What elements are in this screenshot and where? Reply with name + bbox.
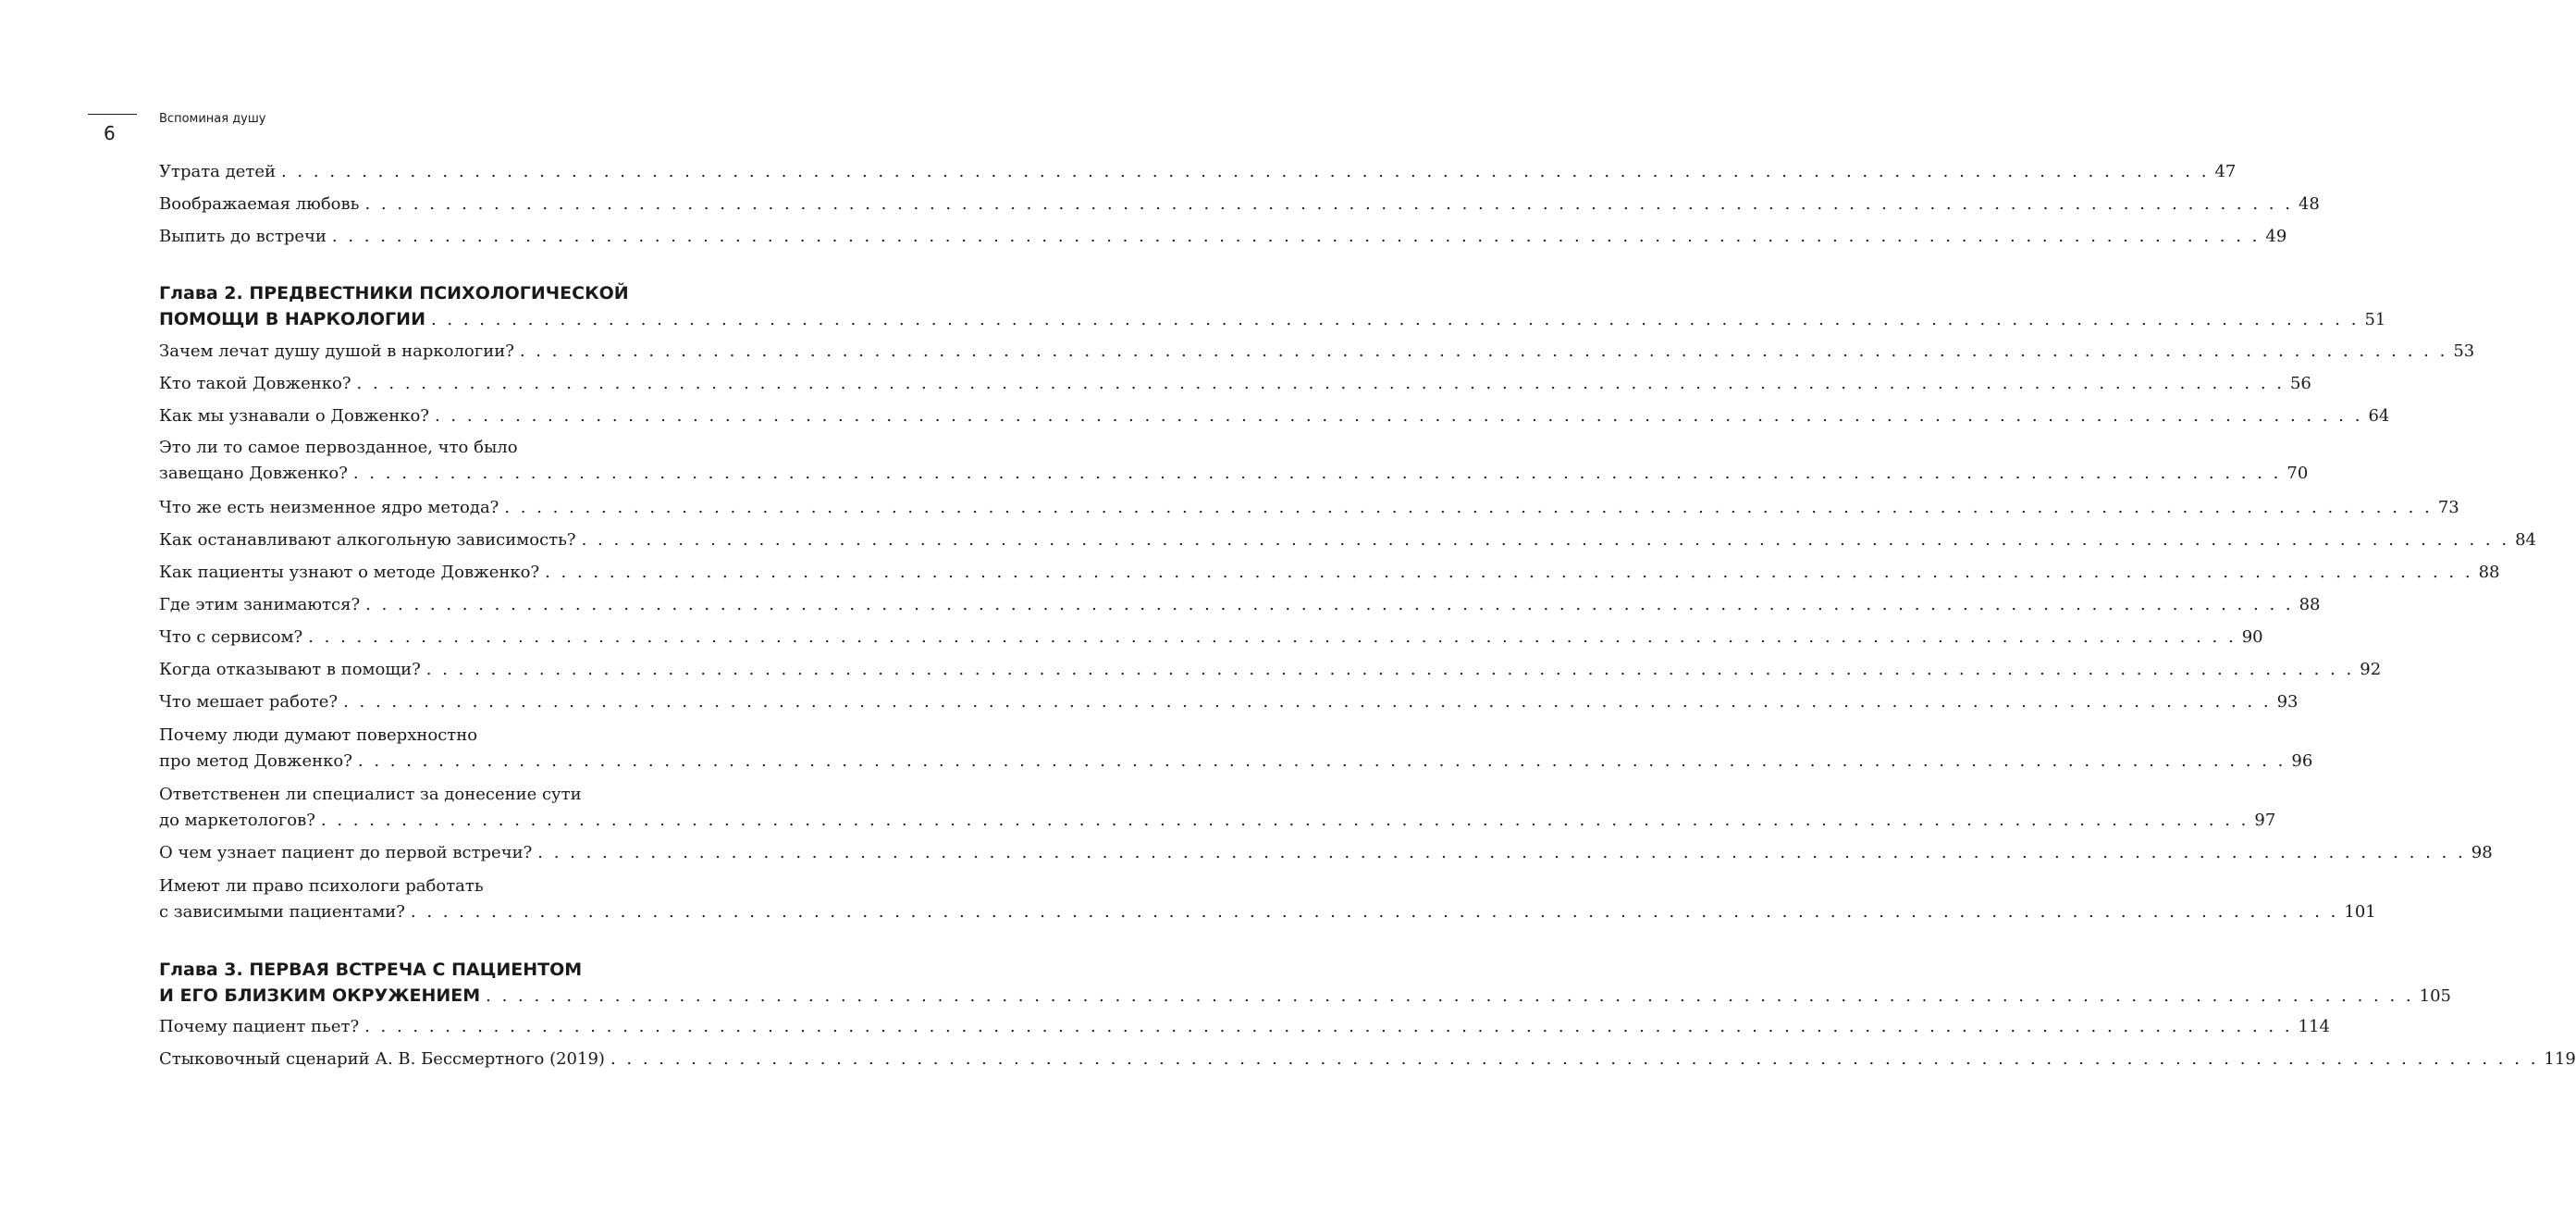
toc-entry-line: Где этим занимаются?: [159, 595, 361, 614]
toc-entry-line: Как останавливают алкогольную зависимость?: [159, 530, 576, 550]
toc-entry-line: ПОМОЩИ В НАРКОЛОГИИ: [159, 309, 425, 329]
toc-entry-line: Как мы узнавали о Довженко?: [159, 406, 429, 426]
dot-leader: . . . . . . . . . . . . . . . . . . . . . . . . . . . . . . . . . . . . . . . . . . . . . . . . . . . . . . . . . . . . . . . . . . . . . . . . . . . . . . . . . . . . . . . . . . . . . . . . . . . . . . . . . . . . . . . . . . . . . . . .: [364, 194, 2293, 214]
toc-entry: [159, 782, 2276, 834]
toc-entry-line: Что мешает работе?: [159, 692, 339, 712]
toc-entry-line: Это ли то самое первозданное, что было: [159, 438, 518, 457]
toc-page-number: 53: [2453, 341, 2475, 361]
toc-page-number: 73: [2437, 498, 2459, 517]
toc-entry-line: Как пациенты узнают о методе Довженко?: [159, 563, 540, 582]
toc-entry: [159, 1047, 2576, 1072]
toc-page-number: 119: [2544, 1049, 2576, 1069]
toc-page-number: 56: [2289, 374, 2311, 393]
toc-entry-line: Кто такой Довженко?: [159, 374, 351, 393]
toc-entry: [159, 403, 2390, 429]
toc-chapter: [159, 957, 2452, 1010]
toc-entry-line: Что же есть неизменное ядро метода?: [159, 498, 499, 517]
toc-entry-line: Воображаемая любовь: [159, 194, 360, 214]
toc-page-number: 49: [2265, 227, 2287, 246]
dot-leader: . . . . . . . . . . . . . . . . . . . . . . . . . . . . . . . . . . . . . . . . . . . . . . . . . . . . . . . . . . . . . . . . . . . . . . . . . . . . . . . . . . . . . . . . . . . . . . . . . . . . . . . . . . . . . . . . . . . . . . . .: [352, 464, 2282, 483]
toc-entry-line: Ответственен ли специалист за донесение сути: [159, 785, 582, 804]
toc-page-number: 47: [2214, 162, 2237, 181]
toc-entry-line: Утрата детей: [159, 162, 276, 181]
dot-leader: . . . . . . . . . . . . . . . . . . . . . . . . . . . . . . . . . . . . . . . . . . . . . . . . . . . . . . . . . . . . . . . . . . . . . . . . . . . . . . . . . . . . . . . . . . . . . . . . . . . . . . . . . . . . . . . . . . . . . . . .: [331, 227, 2261, 246]
toc-entry-line: до маркетологов?: [159, 811, 315, 830]
toc-entry: [159, 657, 2382, 683]
dot-leader: . . . . . . . . . . . . . . . . . . . . . . . . . . . . . . . . . . . . . . . . . . . . . . . . . . . . . . . . . . . . . . . . . . . . . . . . . . . . . . . . . . . . . . . . . . . . . . . . . . . . . . . . . . . . . . . . . . . . . . . .: [343, 692, 2272, 712]
dot-leader: . . . . . . . . . . . . . . . . . . . . . . . . . . . . . . . . . . . . . . . . . . . . . . . . . . . . . . . . . . . . . . . . . . . . . . . . . . . . . . . . . . . . . . . . . . . . . . . . . . . . . . . . . . . . . . . . . . . . . . . .: [320, 811, 2249, 830]
toc-entry-line: про метод Довженко?: [159, 751, 352, 771]
toc-page-number: 101: [2344, 902, 2376, 922]
dot-leader: . . . . . . . . . . . . . . . . . . . . . . . . . . . . . . . . . . . . . . . . . . . . . . . . . . . . . . . . . . . . . . . . . . . . . . . . . . . . . . . . . . . . . . . . . . . . . . . . . . . . . . . . . . . . . . . . . . . . . . . .: [545, 563, 2473, 582]
page-number: 6: [104, 122, 116, 144]
toc-page-number: 84: [2515, 530, 2536, 550]
running-title: Вспоминая душу: [159, 112, 266, 126]
dot-leader: . . . . . . . . . . . . . . . . . . . . . . . . . . . . . . . . . . . . . . . . . . . . . . . . . . . . . . . . . . . . . . . . . . . . . . . . . . . . . . . . . . . . . . . . . . . . . . . . . . . . . . . . . . . . . . . . . . . . . . . .: [365, 595, 2294, 614]
toc-entry-line: Стыковочный сценарий А. В. Бессмертного (2019): [159, 1049, 605, 1069]
dot-leader: . . . . . . . . . . . . . . . . . . . . . . . . . . . . . . . . . . . . . . . . . . . . . . . . . . . . . . . . . . . . . . . . . . . . . . . . . . . . . . . . . . . . . . . . . . . . . . . . . . . . . . . . . . . . . . . . . . . . . . . .: [430, 310, 2360, 329]
toc-entry: [159, 873, 2376, 925]
toc-entry: [159, 840, 2493, 866]
toc-entry-line: О чем узнает пациент до первой встречи?: [159, 843, 533, 862]
toc-page-number: 105: [2419, 986, 2452, 1006]
dot-leader: . . . . . . . . . . . . . . . . . . . . . . . . . . . . . . . . . . . . . . . . . . . . . . . . . . . . . . . . . . . . . . . . . . . . . . . . . . . . . . . . . . . . . . . . . . . . . . . . . . . . . . . . . . . . . . . . . . . . . . . .: [537, 843, 2466, 862]
toc-chapter: [159, 280, 2386, 333]
toc-entry-line: Выпить до встречи: [159, 227, 327, 246]
toc-page-number: 88: [2299, 595, 2321, 614]
toc-page-number: 96: [2291, 751, 2313, 771]
toc-entry: [159, 435, 2309, 487]
dot-leader: . . . . . . . . . . . . . . . . . . . . . . . . . . . . . . . . . . . . . . . . . . . . . . . . . . . . . . . . . . . . . . . . . . . . . . . . . . . . . . . . . . . . . . . . . . . . . . . . . . . . . . . . . . . . . . . . . . . . . . . .: [356, 374, 2285, 393]
toc-entry: [159, 224, 2287, 250]
toc-entry: [159, 159, 2237, 185]
toc-entry-line: Почему пациент пьет?: [159, 1017, 360, 1036]
dot-leader: . . . . . . . . . . . . . . . . . . . . . . . . . . . . . . . . . . . . . . . . . . . . . . . . . . . . . . . . . . . . . . . . . . . . . . . . . . . . . . . . . . . . . . . . . . . . . . . . . . . . . . . . . . . . . . . . . . . . . . . .: [581, 530, 2510, 550]
toc-entry-line: с зависимыми пациентами?: [159, 902, 405, 922]
toc-page-number: 93: [2276, 692, 2299, 712]
toc-page-number: 114: [2298, 1017, 2330, 1036]
toc-entry-line: Что с сервисом?: [159, 627, 303, 647]
header-rule: [88, 114, 137, 115]
toc-entry: [159, 495, 2459, 521]
toc-entry: [159, 592, 2321, 618]
toc-entry: [159, 339, 2475, 365]
toc-page-number: 64: [2368, 406, 2390, 426]
dot-leader: . . . . . . . . . . . . . . . . . . . . . . . . . . . . . . . . . . . . . . . . . . . . . . . . . . . . . . . . . . . . . . . . . . . . . . . . . . . . . . . . . . . . . . . . . . . . . . . . . . . . . . . . . . . . . . . . . . . . . . . .: [519, 341, 2448, 361]
toc-page-number: 51: [2364, 310, 2386, 329]
toc-entry: [159, 625, 2263, 650]
toc-entry: [159, 192, 2320, 217]
toc-entry-line: Когда отказывают в помощи?: [159, 660, 421, 679]
toc-entry-line: Глава 3. ПЕРВАЯ ВСТРЕЧА С ПАЦИЕНТОМ: [159, 960, 583, 980]
toc-entry-line: Имеют ли право психологи работать: [159, 876, 484, 896]
dot-leader: . . . . . . . . . . . . . . . . . . . . . . . . . . . . . . . . . . . . . . . . . . . . . . . . . . . . . . . . . . . . . . . . . . . . . . . . . . . . . . . . . . . . . . . . . . . . . . . . . . . . . . . . . . . . . . . . . . . . . . . .: [308, 627, 2237, 647]
dot-leader: . . . . . . . . . . . . . . . . . . . . . . . . . . . . . . . . . . . . . . . . . . . . . . . . . . . . . . . . . . . . . . . . . . . . . . . . . . . . . . . . . . . . . . . . . . . . . . . . . . . . . . . . . . . . . . . . . . . . . . . .: [504, 498, 2433, 517]
toc-entry-line: Зачем лечат душу душой в наркологии?: [159, 341, 514, 361]
dot-leader: . . . . . . . . . . . . . . . . . . . . . . . . . . . . . . . . . . . . . . . . . . . . . . . . . . . . . . . . . . . . . . . . . . . . . . . . . . . . . . . . . . . . . . . . . . . . . . . . . . . . . . . . . . . . . . . . . . . . . . . .: [434, 406, 2363, 426]
toc-entry: [159, 1014, 2330, 1040]
dot-leader: . . . . . . . . . . . . . . . . . . . . . . . . . . . . . . . . . . . . . . . . . . . . . . . . . . . . . . . . . . . . . . . . . . . . . . . . . . . . . . . . . . . . . . . . . . . . . . . . . . . . . . . . . . . . . . . . . . . . . . . .: [280, 162, 2210, 181]
dot-leader: . . . . . . . . . . . . . . . . . . . . . . . . . . . . . . . . . . . . . . . . . . . . . . . . . . . . . . . . . . . . . . . . . . . . . . . . . . . . . . . . . . . . . . . . . . . . . . . . . . . . . . . . . . . . . . . . . . . . . . . .: [610, 1049, 2539, 1069]
dot-leader: . . . . . . . . . . . . . . . . . . . . . . . . . . . . . . . . . . . . . . . . . . . . . . . . . . . . . . . . . . . . . . . . . . . . . . . . . . . . . . . . . . . . . . . . . . . . . . . . . . . . . . . . . . . . . . . . . . . . . . . .: [410, 902, 2339, 922]
toc-entry-line: И ЕГО БЛИЗКИМ ОКРУЖЕНИЕМ: [159, 985, 481, 1006]
toc-page-number: 88: [2478, 563, 2500, 582]
toc-page-number: 92: [2360, 660, 2382, 679]
dot-leader: . . . . . . . . . . . . . . . . . . . . . . . . . . . . . . . . . . . . . . . . . . . . . . . . . . . . . . . . . . . . . . . . . . . . . . . . . . . . . . . . . . . . . . . . . . . . . . . . . . . . . . . . . . . . . . . . . . . . . . . .: [486, 986, 2414, 1006]
toc-entry-line: Глава 2. ПРЕДВЕСТНИКИ ПСИХОЛОГИЧЕСКОЙ: [159, 283, 629, 304]
toc-entry: [159, 723, 2313, 774]
toc-entry: [159, 527, 2536, 553]
toc-entry: [159, 689, 2299, 715]
toc-page-number: 70: [2286, 464, 2309, 483]
toc-entry-line: завещано Довженко?: [159, 464, 348, 483]
toc-entry: [159, 371, 2311, 397]
dot-leader: . . . . . . . . . . . . . . . . . . . . . . . . . . . . . . . . . . . . . . . . . . . . . . . . . . . . . . . . . . . . . . . . . . . . . . . . . . . . . . . . . . . . . . . . . . . . . . . . . . . . . . . . . . . . . . . . . . . . . . . .: [357, 751, 2286, 771]
dot-leader: . . . . . . . . . . . . . . . . . . . . . . . . . . . . . . . . . . . . . . . . . . . . . . . . . . . . . . . . . . . . . . . . . . . . . . . . . . . . . . . . . . . . . . . . . . . . . . . . . . . . . . . . . . . . . . . . . . . . . . . .: [425, 660, 2355, 679]
toc-page-number: 98: [2471, 843, 2493, 862]
dot-leader: . . . . . . . . . . . . . . . . . . . . . . . . . . . . . . . . . . . . . . . . . . . . . . . . . . . . . . . . . . . . . . . . . . . . . . . . . . . . . . . . . . . . . . . . . . . . . . . . . . . . . . . . . . . . . . . . . . . . . . . .: [364, 1017, 2293, 1036]
toc-entry-line: Почему люди думают поверхностно: [159, 725, 478, 745]
toc-page-number: 48: [2298, 194, 2320, 214]
toc-page-number: 97: [2254, 811, 2276, 830]
toc-page-number: 90: [2241, 627, 2263, 647]
toc-entry: [159, 560, 2500, 586]
